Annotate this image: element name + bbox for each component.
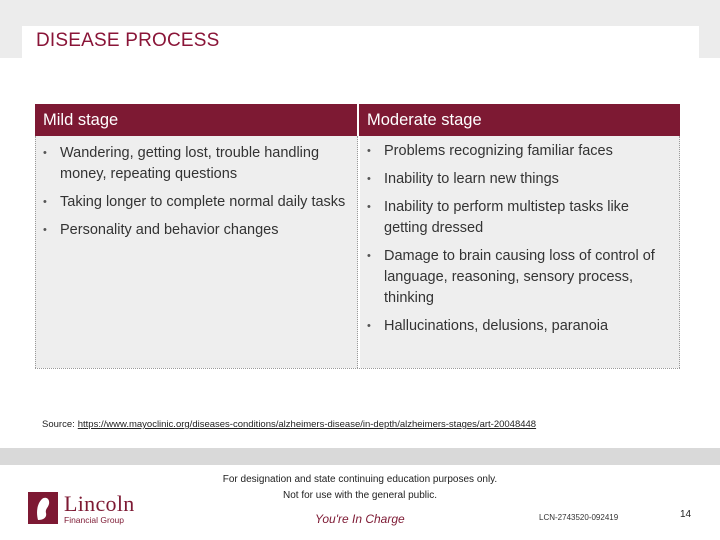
source-citation bbox=[42, 419, 536, 430]
document-code: LCN-2743520-092419 bbox=[539, 513, 619, 522]
header-mild-stage: Mild stage bbox=[35, 104, 359, 136]
moderate-list bbox=[366, 141, 671, 337]
disclaimer-line-1: For designation and state continuing education purposes only. bbox=[222, 474, 498, 485]
disclaimer-line-2: Not for use with the general public. bbox=[283, 490, 437, 501]
list-item: • Hallucinations, delusions, paranoia bbox=[366, 316, 671, 337]
tagline: You're In Charge bbox=[315, 512, 405, 526]
logo-subtitle: Financial Group bbox=[64, 515, 125, 525]
page-number: 14 bbox=[680, 509, 692, 520]
list-item: • Taking longer to complete normal daily tasks bbox=[42, 192, 349, 213]
table-header bbox=[35, 104, 680, 136]
list-item: • Damage to brain causing loss of control of language, reasoning, sensory process, thinking bbox=[366, 246, 671, 309]
slide-title: DISEASE PROCESS bbox=[36, 30, 220, 51]
list-item: • Wandering, getting lost, trouble handling money, repeating questions bbox=[42, 143, 349, 185]
stages-table bbox=[35, 104, 680, 369]
list-item: • Problems recognizing familiar faces bbox=[366, 141, 671, 162]
mild-list bbox=[42, 143, 349, 241]
source-label: Source: bbox=[42, 419, 75, 430]
source-link[interactable]: https://www.mayoclinic.org/diseases-conditions/alzheimers-disease/in-depth/alzheimers-stages/art-20048448 bbox=[77, 419, 537, 430]
logo-name: Lincoln bbox=[64, 491, 135, 516]
footer-gray-band bbox=[0, 448, 720, 465]
header-moderate-stage: Moderate stage bbox=[367, 111, 482, 129]
table-body bbox=[35, 136, 680, 369]
disclaimer bbox=[160, 472, 560, 504]
moderate-column bbox=[360, 136, 680, 368]
list-item: • Inability to learn new things bbox=[366, 169, 671, 190]
list-item: • Inability to perform multistep tasks like getting dressed bbox=[366, 197, 671, 239]
list-item: • Personality and behavior changes bbox=[42, 220, 349, 241]
mild-column bbox=[35, 136, 358, 368]
